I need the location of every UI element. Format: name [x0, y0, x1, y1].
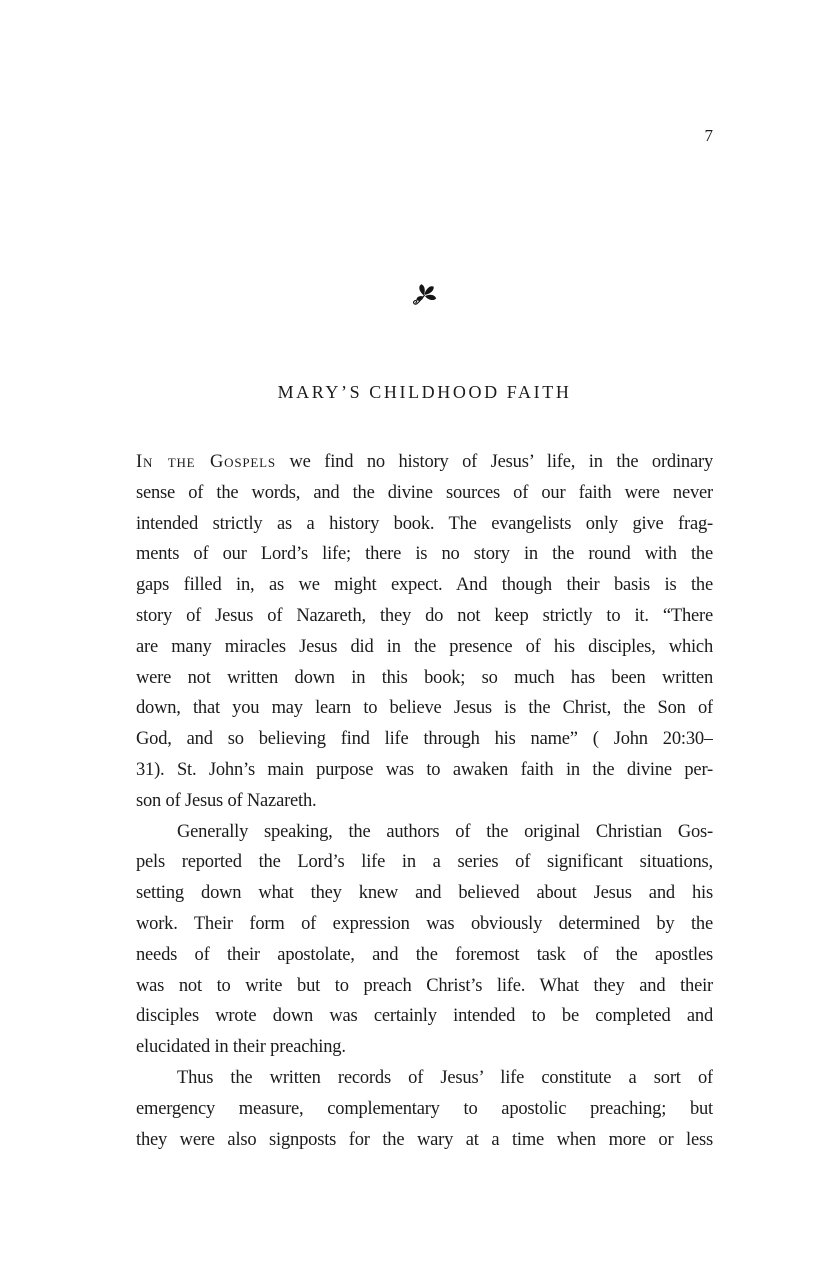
body-text	[136, 447, 713, 1155]
text-line: emergency measure, complementary to apostolic preaching; but	[136, 1098, 713, 1119]
paragraph-lead-smallcaps: In the Gospels	[136, 452, 276, 472]
text-line: Generally speaking, the authors of the original Christian Gos-	[177, 821, 713, 842]
text-column	[136, 0, 713, 1275]
text-line: they were also signposts for the wary at a time when more or less	[136, 1129, 713, 1150]
text-line: pels reported the Lord’s life in a series of significant situations,	[136, 852, 713, 873]
section-ornament	[136, 283, 713, 309]
text-line: son of Jesus of Nazareth.	[136, 790, 317, 811]
text-line: were not written down in this book; so much has been written	[136, 667, 713, 688]
text-line: intended strictly as a history book. The evangelists only give frag-	[136, 513, 713, 534]
text-line: ments of our Lord’s life; there is no story in the round with the	[136, 544, 713, 565]
text-line: elucidated in their preaching.	[136, 1037, 346, 1058]
text-line: gaps filled in, as we might expect. And though their basis is the	[136, 575, 713, 596]
text-line: was not to write but to preach Christ’s life. What they and their	[136, 975, 713, 996]
text-line: are many miracles Jesus did in the presence of his disciples, which	[136, 636, 713, 657]
text-line: God, and so believing find life through his name” ( John 20:30–	[136, 729, 713, 750]
text-line: down, that you may learn to believe Jesus is the Christ, the Son of	[136, 698, 713, 719]
text-line: sense of the words, and the divine sources of our faith were never	[136, 482, 713, 503]
text-line: needs of their apostolate, and the foremost task of the apostles	[136, 944, 713, 965]
text-line: 31). St. John’s main purpose was to awaken faith in the divine per-	[136, 759, 713, 780]
text-line: setting down what they knew and believed about Jesus and his	[136, 883, 713, 904]
chapter-title: MARY’S CHILDHOOD FAITH	[277, 382, 572, 402]
page-number: 7	[704, 126, 713, 145]
text-line: story of Jesus of Nazareth, they do not keep strictly to it. “There	[136, 605, 713, 626]
text-line: disciples wrote down was certainly intended to be completed and	[136, 1006, 713, 1027]
fleuron-ornament-icon	[410, 283, 440, 309]
text-line: work. Their form of expression was obviously determined by the	[136, 913, 713, 934]
text-line: Thus the written records of Jesus’ life constitute a sort of	[177, 1067, 713, 1088]
text-line: In the Gospels we find no history of Jesus’ life, in the ordinary	[136, 452, 713, 472]
